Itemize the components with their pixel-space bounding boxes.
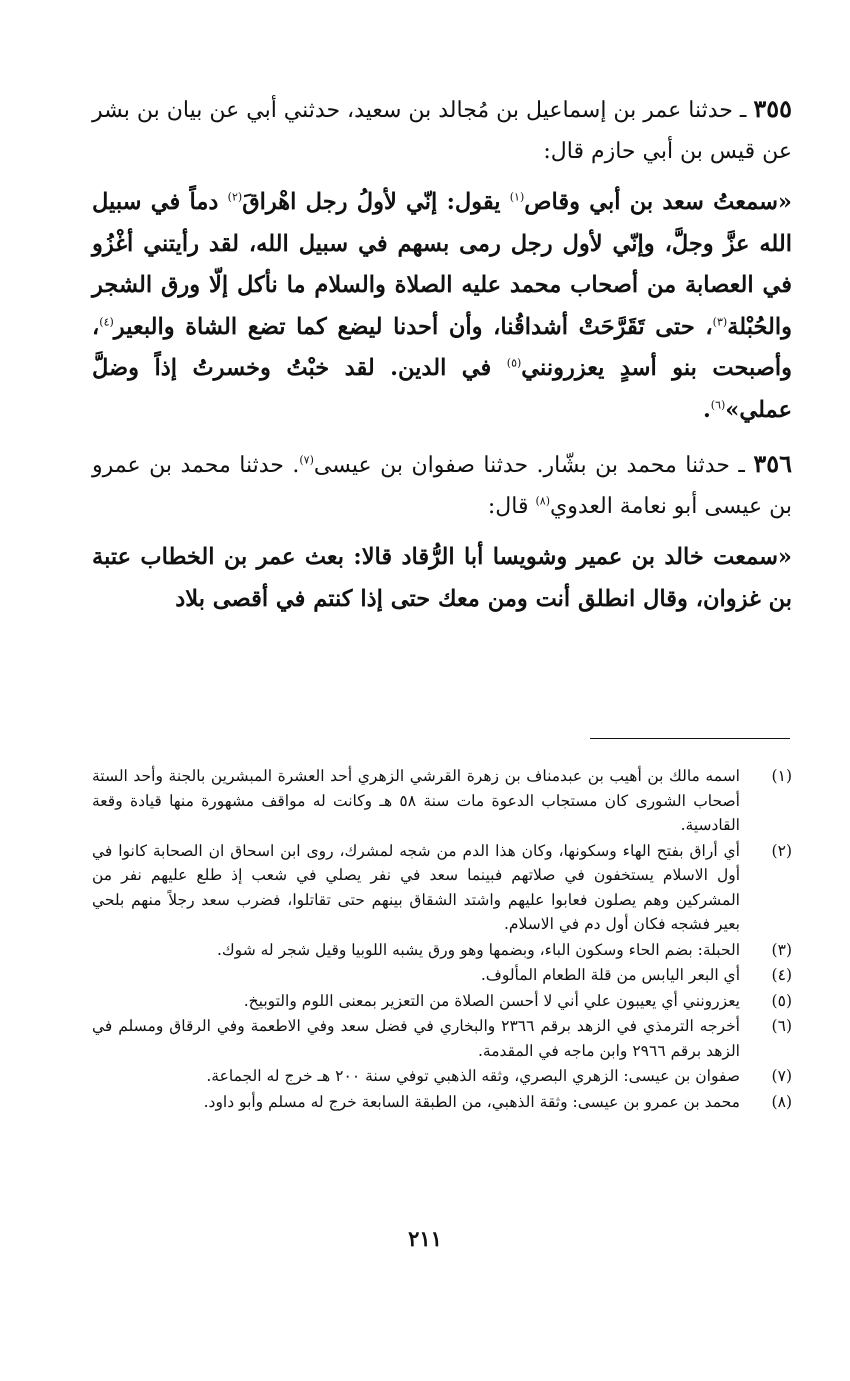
matn-text: ، وأصبحت بنو أسدٍ يعزرونني xyxy=(92,313,792,381)
footnote-text: اسمه مالك بن أهيب بن عبدمناف بن زهرة القرشي الزهري أحد العشرة المبشرين بالجنة وأحد الستة أصحاب الشورى كان مستجاب الدعوة مات سنة ٥٨ هـ وكانت له مواقف مشهورة منها قيادة وقعة القادسية. xyxy=(92,767,740,834)
footnote-marker: (٦) xyxy=(710,398,726,411)
footnote-text: صفوان بن عيسى: الزهري البصري، وثقه الذهبي توفي سنة ٢٠٠ هـ خرج له الجماعة. xyxy=(206,1067,740,1085)
footnote-7 xyxy=(92,1064,792,1089)
footnote-marker: (٢) xyxy=(227,190,243,204)
footnote-4 xyxy=(92,963,792,988)
footnote-6 xyxy=(92,1014,792,1063)
footnote-marker: (١) xyxy=(509,190,525,204)
footnote-number: (٨) xyxy=(771,1092,792,1111)
footnotes xyxy=(92,764,792,1115)
footnote-8 xyxy=(92,1090,792,1115)
hadith-number: ٣٥٥ xyxy=(753,94,792,123)
hadith-355-matn xyxy=(92,182,792,431)
dash: ـ xyxy=(732,98,754,123)
matn-text: في الدين. لقد خبْتُ وخسرتُ إذاً وضلَّ عملي» xyxy=(92,355,792,423)
matn-text: «سمعتُ سعد بن أبي وقاص xyxy=(524,189,792,215)
footnote-text: أخرجه الترمذي في الزهد برقم ٢٣٦٦ والبخاري في فضل سعد وفي الاطعمة وفي الرقاق ومسلم في الزهد برقم ٢٩٦٦ وابن ماجه في المقدمة. xyxy=(92,1017,740,1060)
footnote-1 xyxy=(92,764,792,838)
footnote-text: الحبلة: بضم الحاء وسكون الباء، وبضمها وهو ورق يشبه اللوبيا وقيل شجر له شوك. xyxy=(216,940,740,959)
footnote-number: (٣) xyxy=(771,940,792,959)
hadith-number: ٣٥٦ xyxy=(753,449,793,478)
footnote-text: أي أراق بفتح الهاء وسكونها، وكان هذا الدم من شجه لمشرك، روى ابن اسحاق ان الصحابة كانوا في أول الاسلام يستخفون في صلاتهم فبينما سعد في نفر يصلي في شعب إذ طلع عليهم نفر من المشركين وهم يصلون فعابوا عليهم واشتد الشقاق بينهم حتى تقاتلوا، فضرب سعد رجلاً منهم بلحي بعير فشجه فكان أول دم في الاسلام. xyxy=(92,841,740,933)
footnote-3 xyxy=(92,938,792,963)
footnote-number: (٢) xyxy=(771,841,792,860)
page-number: ٢١١ xyxy=(408,1226,442,1251)
footnote-marker: (٣) xyxy=(712,315,728,328)
footnote-text: أي البعر اليابس من قلة الطعام المألوف. xyxy=(480,966,740,984)
matn-text: يقول: إنّي لأولُ رجل اهْراقَ xyxy=(242,189,510,215)
matn-text: دماً في سبيل الله عزَّ وجلَّ، وإنّي لأول رجل رمى بسهم في سبيل الله، لقد رأيتني أغْزُو في العصابة من أصحاب محمد عليه الصلاة والسلام ما نأكل إلّا ورق الشجر والحُبْلة xyxy=(92,189,792,340)
footnote-number: (٦) xyxy=(771,1017,792,1035)
footnote-number: (٥) xyxy=(771,991,792,1010)
footnote-marker: (٧) xyxy=(299,453,314,467)
matn-text: ، حتى تَقَرَّحَتْ أشداقُنا، وأن أحدنا ليضع كما تضع الشاة والبعير xyxy=(113,313,713,340)
footnote-text: محمد بن عمرو بن عيسى: وثقة الذهبي، من الطبقة السابعة خرج له مسلم وأبو داود. xyxy=(203,1092,740,1111)
isnad-text: . حدثنا محمد بن عمرو بن عيسى أبو نعامة العدوي xyxy=(92,453,792,519)
hadith-356-matn: «سمعت خالد بن عمير وشويسا أبا الرُّقاد قالا: بعث عمر بن الخطاب عتبة بن غزوان، وقال انطلق أنت ومن معك حتى إذا كنتم في أقصى بلاد xyxy=(92,544,792,612)
matn-text: . xyxy=(702,396,711,423)
dash: ـ xyxy=(729,453,754,478)
footnote-text: يعزرونني أي يعيبون علي أني لا أحسن الصلاة من التعزير بمعنى اللوم والتوبيخ. xyxy=(243,991,740,1010)
footnote-separator xyxy=(590,738,790,739)
footnote-number: (١) xyxy=(771,767,792,785)
footnote-5 xyxy=(92,989,792,1014)
footnote-marker: (٥) xyxy=(506,356,522,370)
footnote-2 xyxy=(92,839,792,937)
isnad-text: حدثنا عمر بن إسماعيل بن مُجالد بن سعيد، حدثني أبي عن بيان بن بشر عن قيس بن أبي حازم قال: xyxy=(92,98,792,164)
hadith-355-isnad xyxy=(92,88,792,172)
footnote-marker: (٤) xyxy=(99,315,114,328)
isnad-text: قال: xyxy=(487,494,536,519)
footnote-marker: (٨) xyxy=(535,494,550,508)
footnote-number: (٧) xyxy=(771,1067,792,1085)
hadith-356-isnad xyxy=(92,443,792,527)
isnad-text: حدثنا محمد بن بشّار. حدثنا صفوان بن عيسى xyxy=(313,453,730,478)
footnote-number: (٤) xyxy=(771,966,792,984)
main-text xyxy=(92,88,792,632)
